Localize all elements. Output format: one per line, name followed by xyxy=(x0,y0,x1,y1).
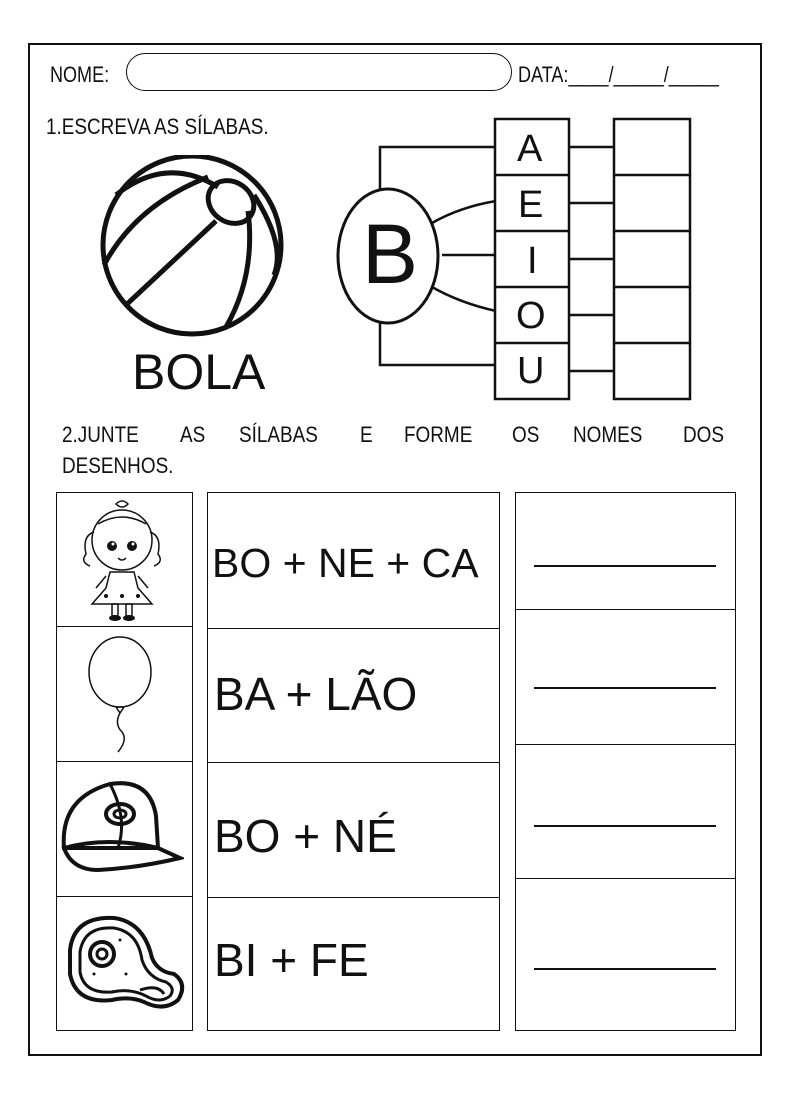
date-field[interactable]: DATA:____/_____/_____ xyxy=(518,62,719,87)
cap-icon xyxy=(58,778,184,878)
divider xyxy=(515,744,736,745)
vowel-i: I xyxy=(527,240,538,282)
divider xyxy=(56,626,193,627)
divider xyxy=(515,878,736,879)
balloon-icon xyxy=(84,634,156,756)
name-label: NOME: xyxy=(50,62,110,87)
divider xyxy=(56,896,193,897)
divider xyxy=(207,628,500,629)
syllables-doll: BO + NE + CA xyxy=(212,540,479,586)
divider xyxy=(207,897,500,898)
syllables-steak: BI + FE xyxy=(214,934,369,986)
doll-icon xyxy=(76,496,168,624)
syllables-cap: BO + NÉ xyxy=(214,810,397,862)
vowel-o: O xyxy=(516,295,546,337)
answer-line-steak[interactable] xyxy=(534,968,716,970)
steak-icon xyxy=(60,910,188,1014)
syllables-balloon: BA + LÃO xyxy=(214,668,418,720)
vowel-u: U xyxy=(517,350,545,392)
answer-line-doll[interactable] xyxy=(534,565,716,567)
divider xyxy=(207,762,500,763)
ball-icon xyxy=(96,155,288,337)
exercise1-instruction: 1.ESCREVA AS SÍLABAS. xyxy=(46,114,269,139)
answer-line-balloon[interactable] xyxy=(534,687,716,689)
vowel-a: A xyxy=(517,128,543,170)
answer-line-cap[interactable] xyxy=(534,825,716,827)
ball-word: BOLA xyxy=(132,344,266,400)
name-field[interactable] xyxy=(126,53,512,91)
vowel-e: E xyxy=(518,184,544,226)
divider xyxy=(515,609,736,610)
divider xyxy=(56,761,193,762)
exercise2-instruction: 2.JUNTE AS SÍLABAS E FORME OS NOMES DOS DESENHOS. xyxy=(62,422,725,478)
consonant-letter: B xyxy=(362,207,419,301)
answers-column xyxy=(515,492,736,1031)
